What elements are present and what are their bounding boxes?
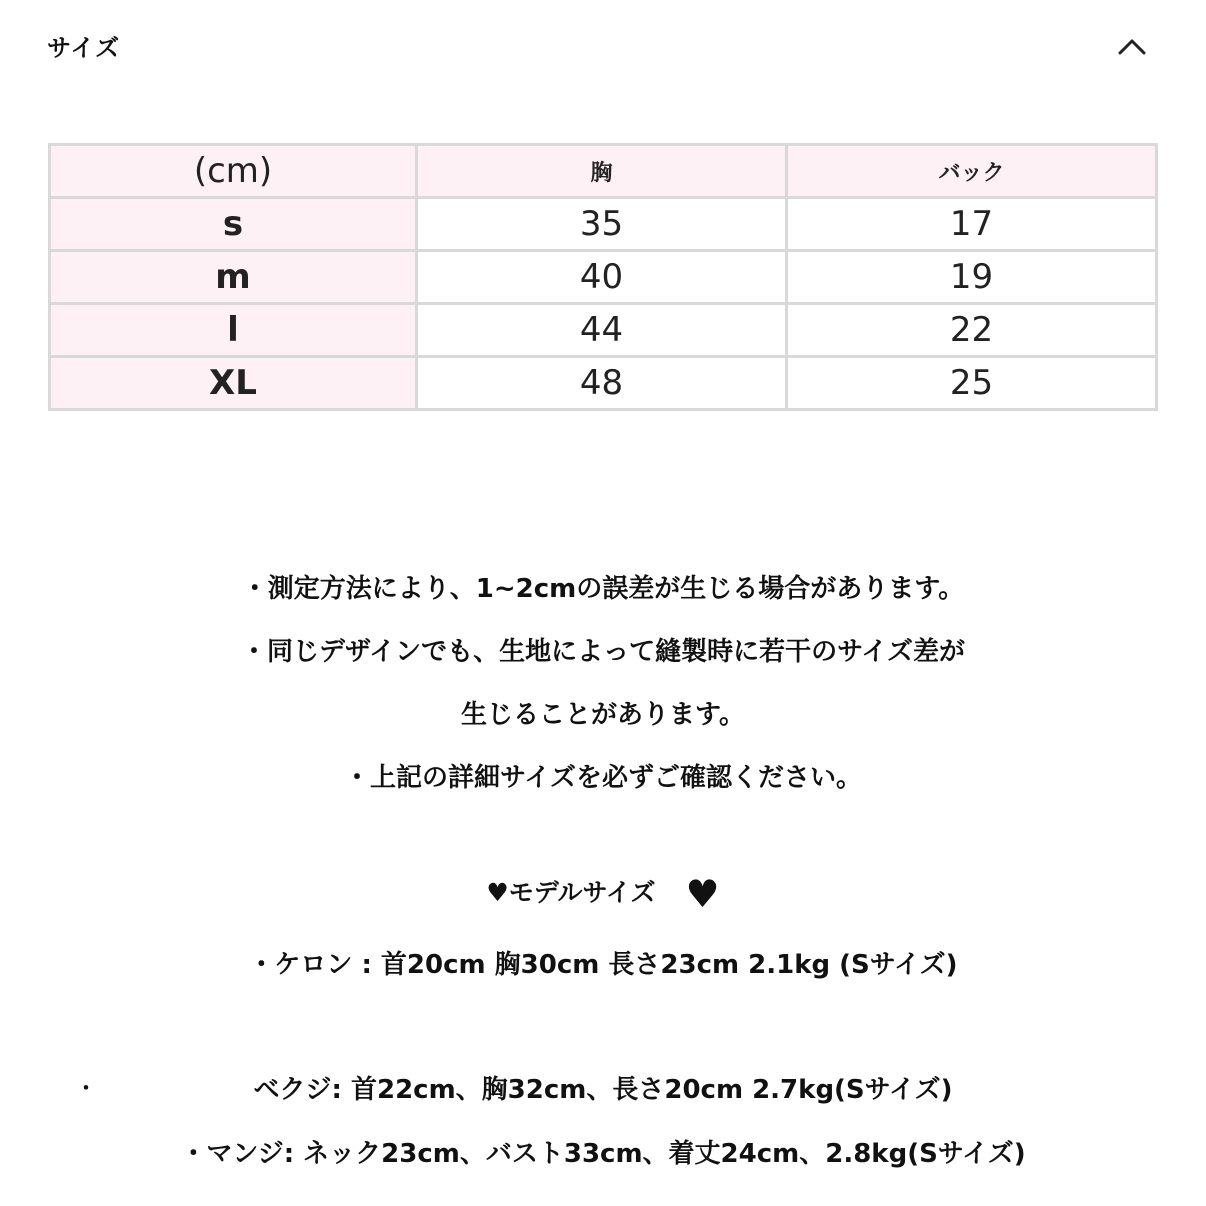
back-value: 19 xyxy=(787,251,1157,304)
section-title: サイズ xyxy=(47,34,121,62)
note-line: 生じることがあります。 xyxy=(461,700,745,730)
size-section-header[interactable] xyxy=(0,0,1206,92)
chest-value: 35 xyxy=(417,198,787,251)
size-label: l xyxy=(50,304,417,357)
model-size-title-text: ♥モデルサイズ xyxy=(486,878,656,907)
table-header-row xyxy=(50,145,1157,198)
note-line: ・上記の詳細サイズを必ずご確認ください。 xyxy=(344,763,862,793)
bullet-dot: ・ xyxy=(76,1076,96,1100)
back-value: 22 xyxy=(787,304,1157,357)
unit-label: (cm) xyxy=(50,145,417,198)
model-info-line: ベクジ: 首22cm、胸32cm、長さ20cm 2.7kg(Sサイズ) xyxy=(253,1075,953,1105)
chest-value: 44 xyxy=(417,304,787,357)
column-header-chest: 胸 xyxy=(417,145,787,198)
note-line: ・測定方法により、1~2cmの誤差が生じる場合があります。 xyxy=(241,574,965,604)
size-label: s xyxy=(50,198,417,251)
note-line: ・同じデザインでも、生地によって縫製時に若干のサイズ差が xyxy=(240,637,966,667)
model-size-title xyxy=(0,872,1206,916)
table-row xyxy=(50,357,1157,410)
column-header-back: バック xyxy=(787,145,1157,198)
table-row xyxy=(50,304,1157,357)
back-value: 25 xyxy=(787,357,1157,410)
chevron-up-icon[interactable] xyxy=(1112,26,1152,66)
chest-value: 48 xyxy=(417,357,787,410)
model-info-line: ・マンジ: ネック23cm、バスト33cm、着丈24cm、2.8kg(Sサイズ) xyxy=(180,1139,1026,1169)
size-table xyxy=(48,143,1158,411)
back-value: 17 xyxy=(787,198,1157,251)
size-label: XL xyxy=(50,357,417,410)
table-row xyxy=(50,198,1157,251)
table-row xyxy=(50,251,1157,304)
heart-icon: ♥ xyxy=(685,872,720,916)
model-info-line: ・ケロン : 首20cm 胸30cm 長さ23cm 2.1kg (Sサイズ) xyxy=(248,950,958,980)
chest-value: 40 xyxy=(417,251,787,304)
size-label: m xyxy=(50,251,417,304)
size-notes xyxy=(0,558,1206,810)
